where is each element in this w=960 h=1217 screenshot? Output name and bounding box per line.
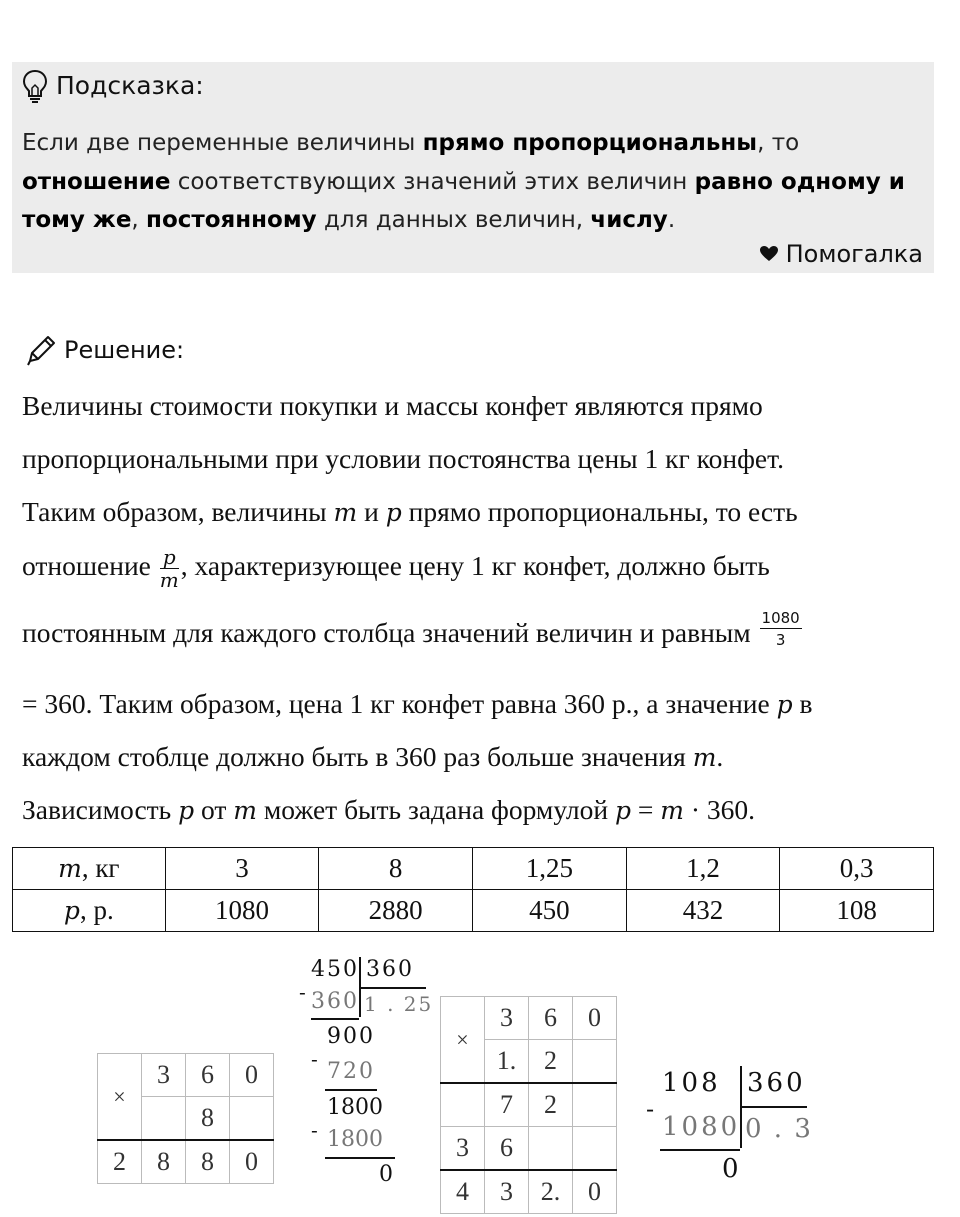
multiplication-360x8 — [97, 1053, 274, 1184]
variable-m: m — [692, 743, 717, 772]
table-header-cell — [13, 890, 166, 932]
subtrahend: 1800 — [327, 1127, 383, 1152]
hint-title — [22, 68, 204, 104]
table-cell: 2880 — [319, 890, 473, 932]
subtrahend: 1080 — [662, 1112, 741, 1142]
calc-cell: 3 — [485, 997, 529, 1040]
calc-cell: 0 — [573, 997, 617, 1040]
calc-cell: 0 — [573, 1170, 617, 1214]
calc-cell — [441, 1083, 485, 1127]
hint-emphasis: числу — [590, 207, 668, 233]
solution-text: прямо пропорциональны, то есть — [401, 496, 798, 527]
solution-text: . — [716, 741, 724, 772]
divisor: 360 — [366, 957, 414, 982]
hint-text-part: Если две переменные величины — [22, 130, 423, 156]
solution-text: пропорциональными при условии постоянства цены 1 кг конфет. — [22, 443, 784, 474]
calc-cell: 0 — [230, 1054, 274, 1097]
calc-cell: 8 — [186, 1140, 230, 1184]
solution-text: · 360. — [683, 794, 755, 825]
subtrahend: 720 — [327, 1059, 375, 1084]
subtrahend: 360 — [311, 989, 359, 1014]
calc-cell: 6 — [529, 997, 573, 1040]
unit-label: , р. — [79, 895, 114, 925]
calc-cell: 2 — [98, 1140, 142, 1184]
table-cell: 0,3 — [780, 848, 934, 890]
table-cell: 432 — [626, 890, 780, 932]
calc-cell: 3 — [441, 1127, 485, 1171]
hint-text-part: , то — [757, 130, 800, 156]
variable-m: m — [233, 796, 257, 825]
heart-icon — [760, 246, 778, 262]
calc-cell — [573, 1083, 617, 1127]
solution-line-2 — [22, 443, 784, 475]
variable-p: p — [178, 796, 195, 825]
calc-cell — [142, 1097, 186, 1141]
solution-line-4 — [22, 546, 770, 591]
solution-text: = 360. Таким образом, цена 1 кг конфет равна 360 р., а значение — [22, 688, 777, 719]
calc-cell — [230, 1097, 274, 1141]
calc-row — [441, 1170, 617, 1214]
calc-row — [98, 1140, 274, 1184]
quotient: 0 . 3 — [745, 1114, 813, 1144]
division-bar — [741, 1106, 807, 1108]
table-cell: 8 — [319, 848, 473, 890]
subtraction-line — [311, 1018, 359, 1020]
hint-emphasis: прямо пропорциональны — [422, 130, 758, 156]
calc-cell — [529, 1127, 573, 1171]
solution-text: Величины стоимости покупки и массы конфет являются прямо — [22, 390, 763, 421]
values-table — [12, 847, 934, 932]
solution-line-1 — [22, 390, 763, 422]
hint-emphasis: равно одному и тому же — [22, 168, 905, 233]
calc-cell: 4 — [441, 1170, 485, 1214]
variable-p: p — [776, 690, 793, 719]
hint-emphasis: постоянному — [146, 207, 317, 233]
times-sign: × — [98, 1054, 142, 1141]
hint-text-part: соответствующих значений этих величин — [170, 168, 695, 195]
table-cell: 1,25 — [473, 848, 627, 890]
solution-title-text: Решение: — [64, 336, 185, 364]
variable-m: m — [333, 498, 358, 527]
solution-text: каждом стоблце должно быть в 360 раз больше значения — [22, 741, 693, 772]
multiplication-360x1-2 — [440, 996, 617, 1214]
calc-cell: 8 — [142, 1140, 186, 1184]
solution-text: Зависимость — [22, 794, 179, 825]
calc-cell — [573, 1040, 617, 1084]
table-row — [13, 848, 934, 890]
minus-sign: - — [311, 1047, 318, 1071]
remainder: 900 — [327, 1024, 375, 1049]
pencil-icon — [24, 333, 58, 367]
solution-text: отношение — [22, 549, 158, 581]
hint-footer-label: Помогалка — [785, 240, 923, 268]
calc-cell: 7 — [485, 1083, 529, 1127]
fraction-numerator: p — [160, 546, 179, 569]
solution-text: , характеризующее цену 1 кг конфет, должно быть — [180, 549, 770, 581]
table-cell: 1080 — [165, 890, 319, 932]
division-bar — [360, 987, 426, 989]
remainder: 0 — [722, 1154, 739, 1184]
solution-text: в — [792, 688, 813, 719]
remainder: 0 — [379, 1162, 393, 1187]
table-cell: 450 — [473, 890, 627, 932]
calc-cell: 6 — [485, 1127, 529, 1171]
calc-row — [98, 1054, 274, 1097]
subtraction-line — [325, 1157, 395, 1159]
fraction-denominator: 3 — [775, 631, 786, 649]
solution-line-8 — [22, 794, 755, 826]
subtraction-line — [325, 1089, 377, 1091]
solution-text: = — [630, 794, 661, 825]
variable-m: m — [660, 796, 684, 825]
hint-title-text: Подсказка: — [56, 71, 204, 100]
fraction-numerator: 1080 — [761, 609, 800, 627]
calc-cell: 2 — [529, 1040, 573, 1084]
times-sign: × — [441, 997, 485, 1084]
variable-p: p — [614, 796, 631, 825]
fraction-denominator: m — [159, 568, 179, 592]
calc-row — [441, 1083, 617, 1127]
table-header-cell — [13, 848, 166, 890]
variable-p: p — [385, 498, 402, 527]
minus-sign: - — [299, 980, 306, 1004]
table-cell: 1,2 — [626, 848, 780, 890]
fraction-p-over-m — [160, 546, 179, 591]
subtraction-line — [660, 1149, 740, 1151]
calc-cell — [573, 1127, 617, 1171]
solution-text: Таким образом, величины — [22, 496, 334, 527]
calc-cell: 3 — [142, 1054, 186, 1097]
solution-line-3 — [22, 496, 798, 528]
variable-m: m — [58, 854, 82, 883]
minus-sign: - — [646, 1095, 655, 1123]
hint-text — [22, 124, 927, 240]
table-cell: 3 — [165, 848, 319, 890]
solution-text: постоянным для каждого столбца значений величин и равным — [22, 616, 758, 648]
hint-emphasis: отношение — [22, 168, 171, 195]
calc-cell: 1. — [485, 1040, 529, 1084]
hint-text-part: . — [667, 207, 676, 233]
hint-text-part: для данных величин, — [316, 207, 591, 233]
table-row — [13, 890, 934, 932]
minus-sign: - — [311, 1118, 318, 1142]
hint-text-part: , — [131, 207, 147, 233]
lightbulb-icon — [22, 69, 48, 103]
solution-line-6 — [22, 688, 813, 720]
fraction-1080-over-3 — [760, 608, 802, 651]
calc-cell: 2. — [529, 1170, 573, 1214]
solution-text: и — [357, 496, 386, 527]
dividend: 450 — [311, 957, 359, 982]
calc-cell: 8 — [186, 1097, 230, 1141]
calc-cell: 0 — [230, 1140, 274, 1184]
dividend: 108 — [662, 1068, 721, 1098]
table-cell: 108 — [780, 890, 934, 932]
unit-label: , кг — [81, 853, 120, 883]
divisor: 360 — [747, 1068, 806, 1098]
calc-row — [441, 997, 617, 1040]
solution-title — [24, 333, 184, 367]
variable-p: p — [63, 896, 80, 925]
calc-cell: 6 — [186, 1054, 230, 1097]
solution-line-7 — [22, 741, 723, 773]
calc-cell: 3 — [485, 1170, 529, 1214]
remainder: 1800 — [327, 1095, 383, 1120]
hint-footer[interactable] — [760, 240, 923, 268]
calc-row — [441, 1127, 617, 1171]
solution-text: может быть задана формулой — [256, 794, 615, 825]
solution-text: от — [194, 794, 234, 825]
solution-line-5 — [22, 609, 804, 657]
calc-cell: 2 — [529, 1083, 573, 1127]
quotient: 1 . 25 — [364, 992, 434, 1016]
